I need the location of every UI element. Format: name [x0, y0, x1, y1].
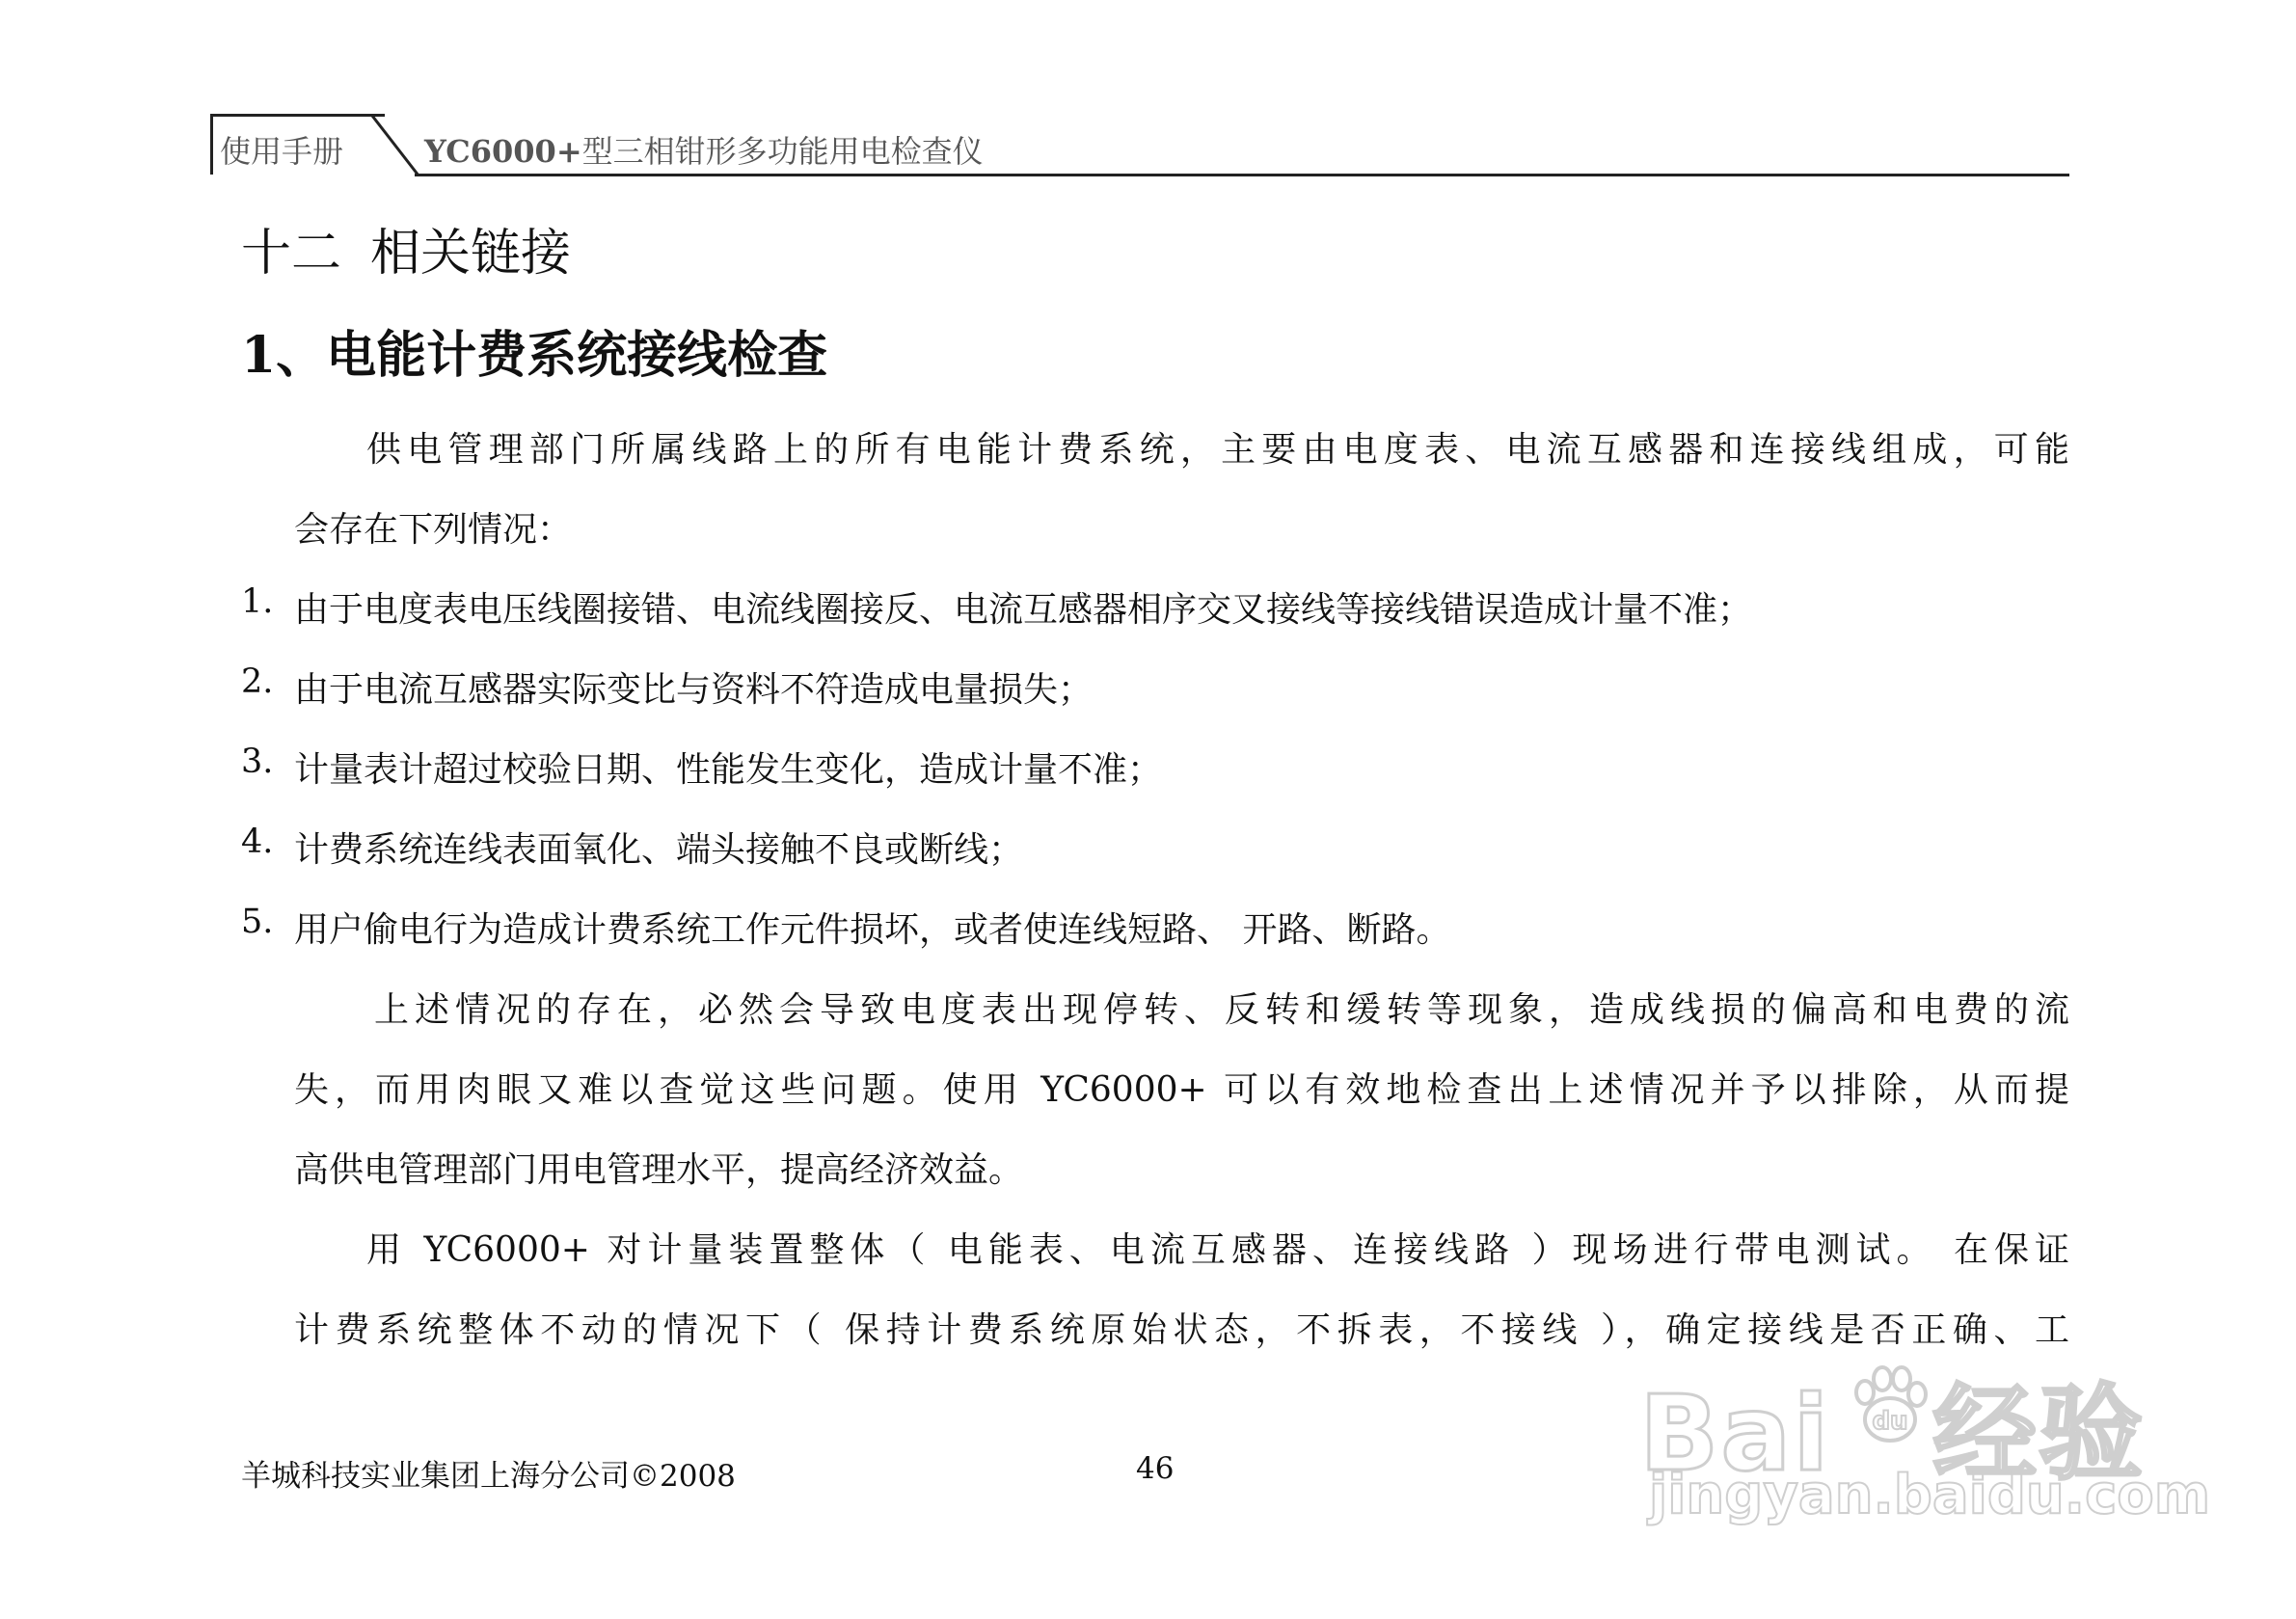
- list-item-number: 2.: [241, 662, 274, 701]
- watermark-logo-right: 经验: [1932, 1374, 2146, 1495]
- intro-line-2: 会存在下列情况：: [294, 510, 573, 550]
- intro-line-1: 供电管理部门所属线路上的所有电能计费系统，主要由电度表、电流互感器和连接线组成，可能: [366, 430, 2069, 470]
- list-item-text: 由于电流互感器实际变比与资料不符造成电量损失；: [294, 670, 1094, 710]
- svg-text:du: du: [1872, 1407, 1908, 1436]
- watermark-logo-left: Bai: [1639, 1374, 1831, 1495]
- list-item-text: 计量表计超过校验日期、性能发生变化，造成计量不准；: [294, 750, 1163, 790]
- chapter-heading: [241, 212, 571, 284]
- footer-company: 羊城科技实业集团上海分公司©2008: [241, 1459, 736, 1494]
- chapter-number: 十二: [241, 225, 342, 283]
- header-rule: [415, 174, 2069, 176]
- list-item-text: 由于电度表电压线圈接错、电流线圈接反、电流互感器相序交叉接线等接线错误造成计量不准；: [294, 590, 1753, 630]
- paw-icon: [1848, 1363, 1932, 1448]
- para3-line-2: 计费系统整体不动的情况下（ 保持计费系统原始状态，不拆表，不接线 ），确定接线是否正确、工: [294, 1310, 2069, 1350]
- list-item-number: 3.: [241, 742, 274, 781]
- page-number: 46: [1136, 1451, 1175, 1486]
- list-item-text: 计费系统连线表面氧化、端头接触不良或断线；: [294, 830, 1024, 870]
- list-item-text: 用户偷电行为造成计费系统工作元件损坏，或者使连线短路、 开路、断路。: [294, 910, 1451, 950]
- para3-line-1: 用 YC6000+ 对计量装置整体（ 电能表、电流互感器、连接线路 ）现场进行带电测试。 在保证: [366, 1230, 2069, 1270]
- product-model: YC6000+: [424, 133, 582, 170]
- baidu-jingyan-watermark: [1630, 1350, 2211, 1533]
- para2-line-1: 上述情况的存在，必然会导致电度表出现停转、反转和缓转等现象，造成线损的偏高和电费的流: [374, 990, 2069, 1030]
- list-item-number: 1.: [241, 582, 274, 621]
- product-description: 型三相钳形多功能用电检查仪: [581, 133, 984, 170]
- list-item-number: 4.: [241, 823, 274, 861]
- list-item-number: 5.: [241, 903, 274, 941]
- section-heading: 1、电能计费系统接线检查: [241, 326, 828, 385]
- header-divider-slash: [370, 114, 428, 177]
- para2-line-2: 失，而用肉眼又难以查觉这些问题。使用 YC6000+ 可以有效地检查出上述情况并予以排除，从而提: [294, 1070, 2069, 1110]
- chapter-title: 相关链接: [370, 225, 572, 283]
- watermark-url: jingyan.baidu.com: [1649, 1464, 2211, 1526]
- product-title: [424, 127, 984, 172]
- para2-line-3: 高供电管理部门用电管理水平，提高经济效益。: [294, 1150, 1024, 1190]
- manual-label: 使用手册: [220, 133, 344, 170]
